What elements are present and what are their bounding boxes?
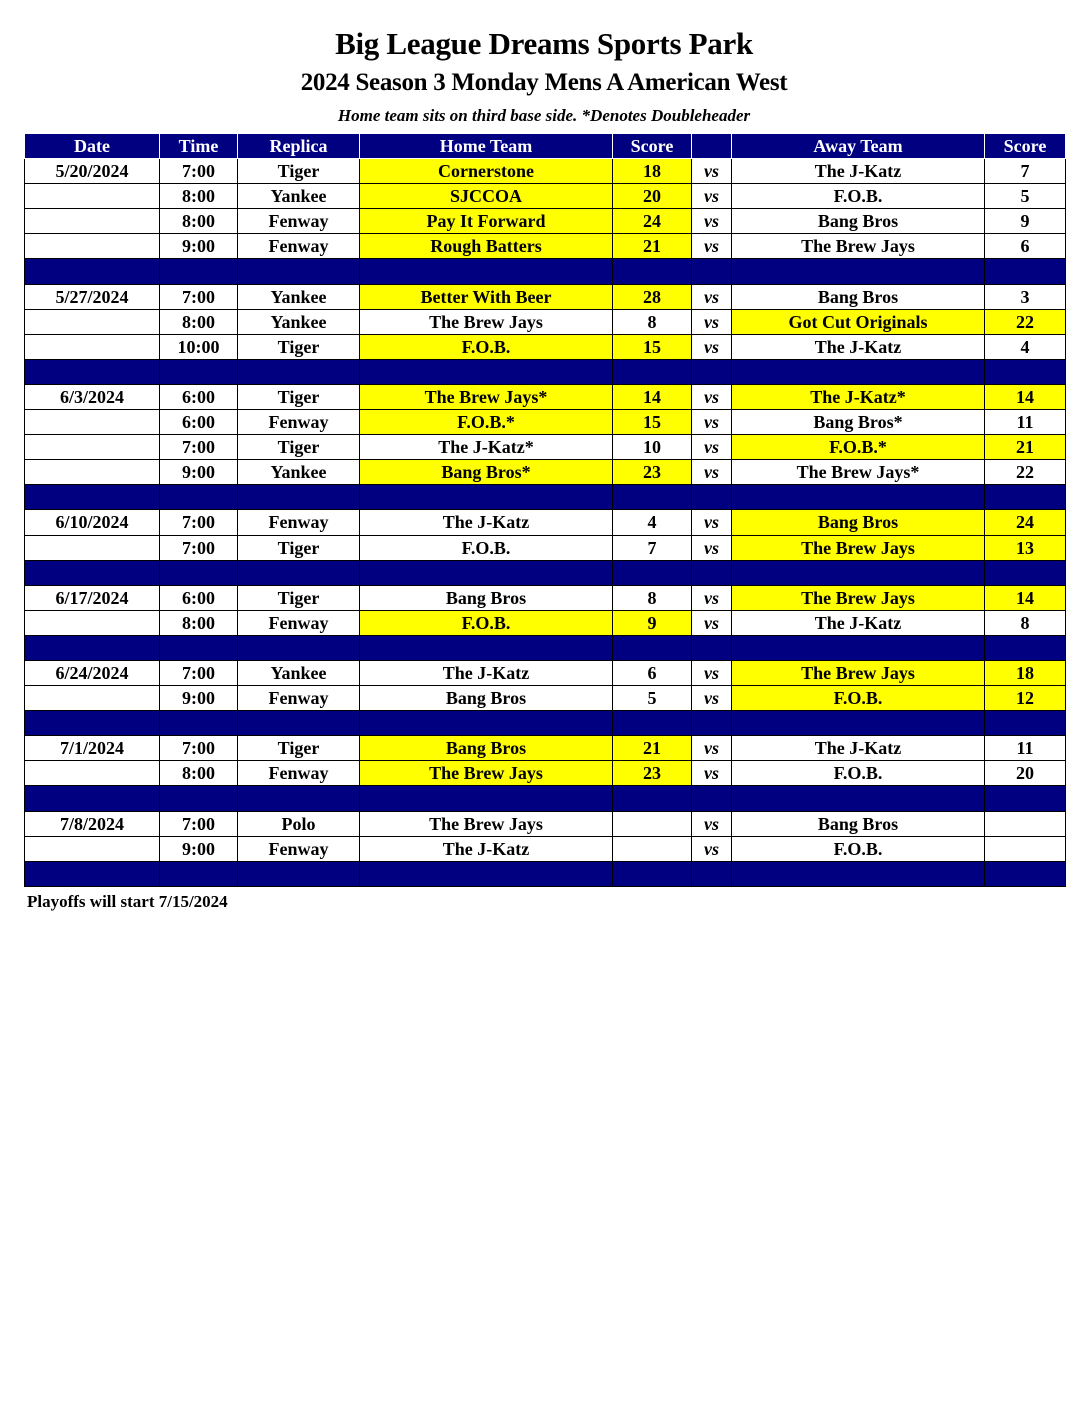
separator-cell (25, 711, 160, 736)
separator-row (25, 359, 1066, 384)
away-score-cell: 4 (985, 334, 1066, 359)
home-team-cell: Bang Bros (360, 736, 613, 761)
away-score-cell: 18 (985, 660, 1066, 685)
time-cell: 9:00 (160, 460, 238, 485)
separator-row (25, 560, 1066, 585)
separator-row (25, 259, 1066, 284)
separator-cell (360, 861, 613, 886)
home-team-cell: The J-Katz (360, 660, 613, 685)
home-score-cell: 21 (613, 234, 692, 259)
time-cell: 8:00 (160, 209, 238, 234)
vs-label: vs (692, 535, 732, 560)
vs-label: vs (692, 510, 732, 535)
separator-cell (732, 485, 985, 510)
separator-cell (360, 786, 613, 811)
home-score-cell: 6 (613, 660, 692, 685)
time-cell: 9:00 (160, 686, 238, 711)
away-score-cell: 11 (985, 736, 1066, 761)
time-cell: 9:00 (160, 234, 238, 259)
time-cell: 9:00 (160, 836, 238, 861)
time-cell: 10:00 (160, 334, 238, 359)
separator-cell (692, 485, 732, 510)
replica-cell: Tiger (238, 585, 360, 610)
table-row (25, 510, 1066, 535)
time-cell: 8:00 (160, 184, 238, 209)
away-score-cell: 7 (985, 159, 1066, 184)
separator-cell (613, 711, 692, 736)
separator-cell (732, 259, 985, 284)
date-cell (25, 209, 160, 234)
home-score-cell: 4 (613, 510, 692, 535)
time-cell: 6:00 (160, 410, 238, 435)
separator-row (25, 786, 1066, 811)
date-cell: 7/1/2024 (25, 736, 160, 761)
away-team-cell: The J-Katz (732, 334, 985, 359)
separator-cell (613, 485, 692, 510)
separator-cell (238, 711, 360, 736)
away-score-cell: 5 (985, 184, 1066, 209)
away-team-cell: The Brew Jays (732, 234, 985, 259)
time-cell: 7:00 (160, 159, 238, 184)
separator-cell (360, 259, 613, 284)
home-team-cell: The J-Katz* (360, 435, 613, 460)
separator-cell (160, 560, 238, 585)
away-score-cell: 20 (985, 761, 1066, 786)
table-header-row (25, 134, 1066, 159)
separator-cell (160, 359, 238, 384)
vs-label: vs (692, 384, 732, 409)
away-team-cell: F.O.B. (732, 686, 985, 711)
date-cell: 7/8/2024 (25, 811, 160, 836)
vs-label: vs (692, 159, 732, 184)
away-score-cell: 24 (985, 510, 1066, 535)
separator-cell (160, 635, 238, 660)
table-row (25, 284, 1066, 309)
home-team-cell: Bang Bros (360, 585, 613, 610)
vs-label: vs (692, 660, 732, 685)
vs-label: vs (692, 686, 732, 711)
away-score-cell: 13 (985, 535, 1066, 560)
away-team-cell: Bang Bros (732, 510, 985, 535)
home-score-cell: 7 (613, 535, 692, 560)
separator-cell (692, 861, 732, 886)
time-cell: 7:00 (160, 510, 238, 535)
home-team-cell: Bang Bros* (360, 460, 613, 485)
vs-label: vs (692, 761, 732, 786)
replica-cell: Fenway (238, 234, 360, 259)
replica-cell: Polo (238, 811, 360, 836)
home-score-cell: 18 (613, 159, 692, 184)
date-cell: 5/27/2024 (25, 284, 160, 309)
table-row (25, 184, 1066, 209)
separator-cell (692, 259, 732, 284)
replica-cell: Tiger (238, 384, 360, 409)
home-team-cell: The Brew Jays (360, 761, 613, 786)
time-cell: 8:00 (160, 761, 238, 786)
separator-cell (360, 711, 613, 736)
away-team-cell: The Brew Jays (732, 585, 985, 610)
time-cell: 7:00 (160, 811, 238, 836)
separator-cell (160, 711, 238, 736)
date-cell (25, 184, 160, 209)
vs-label: vs (692, 460, 732, 485)
vs-label: vs (692, 610, 732, 635)
time-cell: 7:00 (160, 284, 238, 309)
separator-cell (985, 635, 1066, 660)
header-home-score: Score (613, 134, 692, 159)
separator-cell (732, 711, 985, 736)
separator-cell (238, 786, 360, 811)
separator-cell (985, 560, 1066, 585)
home-team-cell: The J-Katz (360, 836, 613, 861)
home-team-cell: Better With Beer (360, 284, 613, 309)
away-team-cell: The J-Katz* (732, 384, 985, 409)
vs-label: vs (692, 585, 732, 610)
home-team-cell: F.O.B. (360, 334, 613, 359)
separator-cell (732, 560, 985, 585)
replica-cell: Yankee (238, 309, 360, 334)
date-cell (25, 309, 160, 334)
time-cell: 7:00 (160, 660, 238, 685)
replica-cell: Tiger (238, 334, 360, 359)
header-away-team: Away Team (732, 134, 985, 159)
table-row (25, 309, 1066, 334)
table-row (25, 660, 1066, 685)
home-team-cell: Cornerstone (360, 159, 613, 184)
table-row (25, 761, 1066, 786)
separator-cell (25, 259, 160, 284)
separator-cell (25, 359, 160, 384)
separator-cell (613, 861, 692, 886)
separator-cell (732, 359, 985, 384)
separator-cell (613, 259, 692, 284)
table-row (25, 159, 1066, 184)
home-team-cell: The Brew Jays (360, 309, 613, 334)
separator-row (25, 485, 1066, 510)
home-score-cell: 9 (613, 610, 692, 635)
replica-cell: Fenway (238, 510, 360, 535)
home-score-cell: 23 (613, 761, 692, 786)
separator-cell (613, 359, 692, 384)
table-row (25, 234, 1066, 259)
date-cell (25, 610, 160, 635)
separator-cell (985, 861, 1066, 886)
date-cell (25, 686, 160, 711)
away-score-cell: 22 (985, 460, 1066, 485)
replica-cell: Fenway (238, 610, 360, 635)
separator-cell (985, 259, 1066, 284)
separator-row (25, 635, 1066, 660)
away-team-cell: The Brew Jays (732, 535, 985, 560)
separator-cell (238, 485, 360, 510)
away-team-cell: Bang Bros* (732, 410, 985, 435)
vs-label: vs (692, 209, 732, 234)
separator-cell (692, 635, 732, 660)
separator-cell (360, 635, 613, 660)
header-date: Date (25, 134, 160, 159)
schedule-body (25, 159, 1066, 887)
vs-label: vs (692, 234, 732, 259)
vs-label: vs (692, 184, 732, 209)
time-cell: 8:00 (160, 610, 238, 635)
separator-cell (160, 786, 238, 811)
separator-cell (732, 861, 985, 886)
home-score-cell: 8 (613, 585, 692, 610)
date-cell: 6/17/2024 (25, 585, 160, 610)
vs-label: vs (692, 736, 732, 761)
home-score-cell: 15 (613, 410, 692, 435)
home-score-cell: 10 (613, 435, 692, 460)
separator-cell (613, 635, 692, 660)
separator-cell (238, 861, 360, 886)
page-title: Big League Dreams Sports Park (335, 26, 753, 61)
table-row (25, 435, 1066, 460)
table-row (25, 585, 1066, 610)
page-subtitle: 2024 Season 3 Monday Mens A American West (300, 69, 788, 96)
separator-cell (160, 259, 238, 284)
home-team-cell: The Brew Jays (360, 811, 613, 836)
table-row (25, 334, 1066, 359)
table-row (25, 460, 1066, 485)
header-away-score: Score (985, 134, 1066, 159)
away-score-cell: 14 (985, 585, 1066, 610)
separator-cell (985, 786, 1066, 811)
schedule-note: Home team sits on third base side. *Denotes Doubleheader (337, 106, 751, 125)
table-row (25, 836, 1066, 861)
away-team-cell: The J-Katz (732, 159, 985, 184)
separator-cell (732, 635, 985, 660)
date-cell (25, 410, 160, 435)
home-score-cell: 28 (613, 284, 692, 309)
home-team-cell: Bang Bros (360, 686, 613, 711)
date-cell: 5/20/2024 (25, 159, 160, 184)
away-score-cell: 14 (985, 384, 1066, 409)
vs-label: vs (692, 309, 732, 334)
vs-label: vs (692, 284, 732, 309)
away-team-cell: F.O.B.* (732, 435, 985, 460)
replica-cell: Tiger (238, 736, 360, 761)
date-cell (25, 535, 160, 560)
time-cell: 7:00 (160, 435, 238, 460)
home-score-cell: 8 (613, 309, 692, 334)
away-team-cell: F.O.B. (732, 761, 985, 786)
vs-label: vs (692, 410, 732, 435)
away-team-cell: F.O.B. (732, 184, 985, 209)
separator-cell (985, 359, 1066, 384)
separator-cell (692, 359, 732, 384)
replica-cell: Yankee (238, 460, 360, 485)
date-cell (25, 435, 160, 460)
date-cell: 6/3/2024 (25, 384, 160, 409)
away-score-cell: 8 (985, 610, 1066, 635)
separator-cell (25, 485, 160, 510)
vs-label: vs (692, 811, 732, 836)
home-score-cell (613, 836, 692, 861)
replica-cell: Yankee (238, 284, 360, 309)
table-row (25, 209, 1066, 234)
away-team-cell: Got Cut Originals (732, 309, 985, 334)
time-cell: 6:00 (160, 585, 238, 610)
replica-cell: Tiger (238, 535, 360, 560)
replica-cell: Fenway (238, 209, 360, 234)
separator-cell (613, 560, 692, 585)
separator-cell (25, 560, 160, 585)
date-cell (25, 836, 160, 861)
home-score-cell: 20 (613, 184, 692, 209)
separator-cell (360, 359, 613, 384)
header-vs (692, 134, 732, 159)
separator-cell (238, 560, 360, 585)
separator-cell (732, 786, 985, 811)
separator-cell (238, 359, 360, 384)
home-team-cell: F.O.B. (360, 610, 613, 635)
header-home-team: Home Team (360, 134, 613, 159)
separator-cell (985, 711, 1066, 736)
date-cell (25, 761, 160, 786)
away-score-cell: 3 (985, 284, 1066, 309)
away-team-cell: The Brew Jays (732, 660, 985, 685)
separator-cell (25, 786, 160, 811)
time-cell: 8:00 (160, 309, 238, 334)
time-cell: 6:00 (160, 384, 238, 409)
away-team-cell: F.O.B. (732, 836, 985, 861)
replica-cell: Yankee (238, 660, 360, 685)
vs-label: vs (692, 334, 732, 359)
header-time: Time (160, 134, 238, 159)
separator-row (25, 711, 1066, 736)
replica-cell: Fenway (238, 836, 360, 861)
replica-cell: Yankee (238, 184, 360, 209)
table-row (25, 410, 1066, 435)
separator-cell (25, 861, 160, 886)
date-cell: 6/24/2024 (25, 660, 160, 685)
away-score-cell: 21 (985, 435, 1066, 460)
home-team-cell: Pay It Forward (360, 209, 613, 234)
home-score-cell (613, 811, 692, 836)
separator-cell (238, 635, 360, 660)
date-cell (25, 234, 160, 259)
header-replica: Replica (238, 134, 360, 159)
away-team-cell: The J-Katz (732, 610, 985, 635)
home-score-cell: 5 (613, 686, 692, 711)
separator-row (25, 861, 1066, 886)
home-score-cell: 14 (613, 384, 692, 409)
home-team-cell: F.O.B. (360, 535, 613, 560)
replica-cell: Fenway (238, 410, 360, 435)
separator-cell (985, 485, 1066, 510)
playoffs-note: Playoffs will start 7/15/2024 (27, 892, 228, 911)
separator-cell (160, 485, 238, 510)
table-row (25, 736, 1066, 761)
home-team-cell: Rough Batters (360, 234, 613, 259)
time-cell: 7:00 (160, 736, 238, 761)
replica-cell: Tiger (238, 435, 360, 460)
date-cell (25, 460, 160, 485)
away-score-cell: 11 (985, 410, 1066, 435)
home-score-cell: 21 (613, 736, 692, 761)
replica-cell: Fenway (238, 686, 360, 711)
replica-cell: Fenway (238, 761, 360, 786)
separator-cell (692, 786, 732, 811)
separator-cell (25, 635, 160, 660)
schedule-table (24, 133, 1066, 887)
table-row (25, 535, 1066, 560)
vs-label: vs (692, 836, 732, 861)
away-score-cell: 6 (985, 234, 1066, 259)
replica-cell: Tiger (238, 159, 360, 184)
away-team-cell: The Brew Jays* (732, 460, 985, 485)
away-score-cell: 9 (985, 209, 1066, 234)
separator-cell (360, 485, 613, 510)
separator-cell (160, 861, 238, 886)
away-team-cell: Bang Bros (732, 811, 985, 836)
separator-cell (360, 560, 613, 585)
table-row (25, 686, 1066, 711)
date-cell: 6/10/2024 (25, 510, 160, 535)
home-team-cell: SJCCOA (360, 184, 613, 209)
time-cell: 7:00 (160, 535, 238, 560)
home-team-cell: F.O.B.* (360, 410, 613, 435)
home-team-cell: The Brew Jays* (360, 384, 613, 409)
table-row (25, 384, 1066, 409)
separator-cell (238, 259, 360, 284)
away-team-cell: The J-Katz (732, 736, 985, 761)
table-row (25, 610, 1066, 635)
home-score-cell: 23 (613, 460, 692, 485)
home-team-cell: The J-Katz (360, 510, 613, 535)
away-score-cell (985, 811, 1066, 836)
vs-label: vs (692, 435, 732, 460)
table-row (25, 811, 1066, 836)
separator-cell (692, 560, 732, 585)
away-team-cell: Bang Bros (732, 284, 985, 309)
away-team-cell: Bang Bros (732, 209, 985, 234)
away-score-cell (985, 836, 1066, 861)
separator-cell (613, 786, 692, 811)
away-score-cell: 12 (985, 686, 1066, 711)
separator-cell (692, 711, 732, 736)
home-score-cell: 24 (613, 209, 692, 234)
home-score-cell: 15 (613, 334, 692, 359)
away-score-cell: 22 (985, 309, 1066, 334)
date-cell (25, 334, 160, 359)
